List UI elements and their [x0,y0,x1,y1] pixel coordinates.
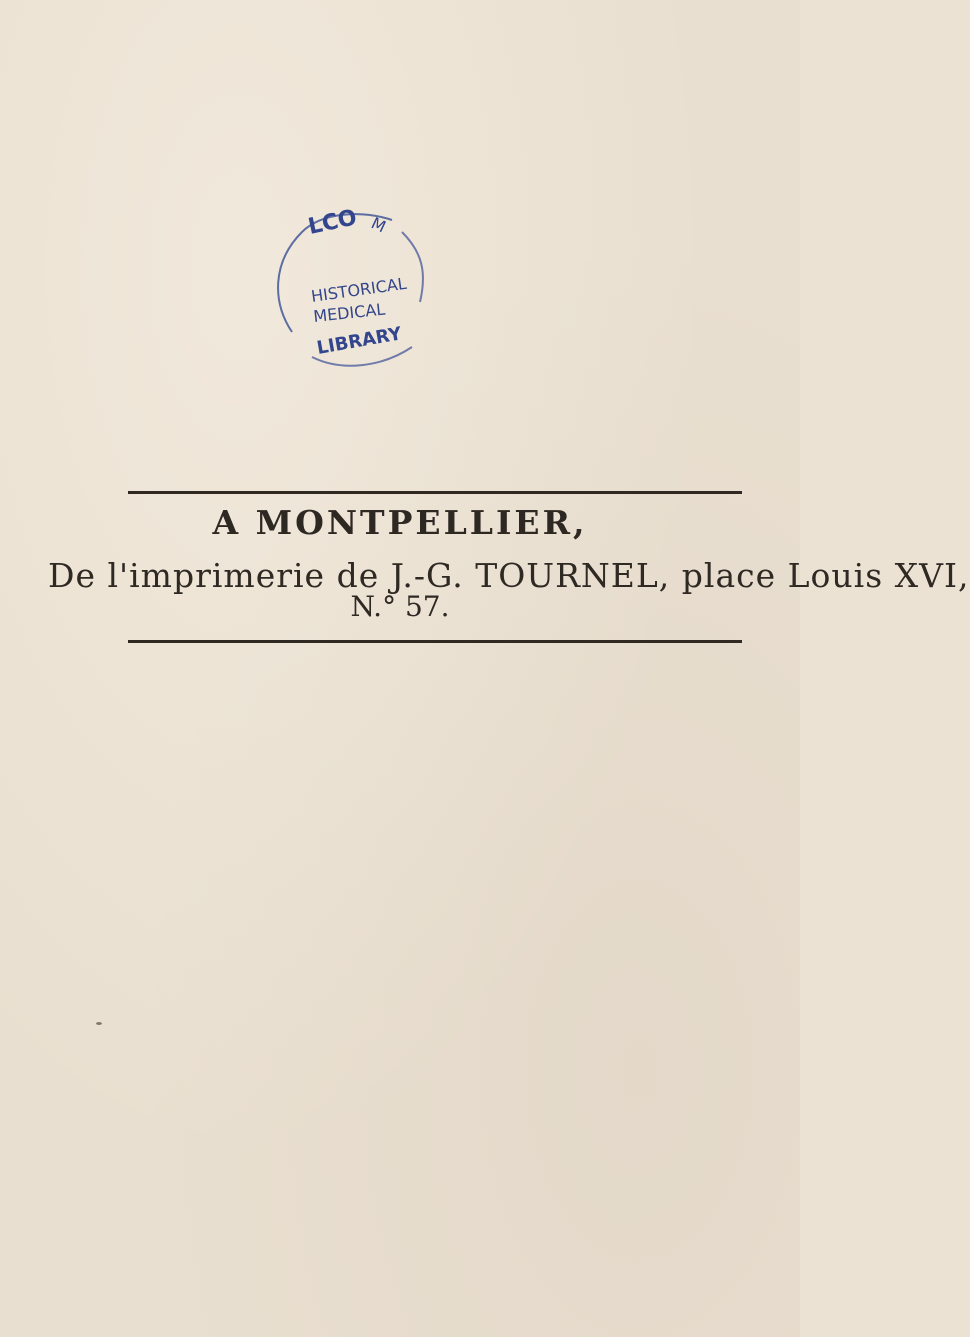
svg-text:M: M [368,213,389,237]
number-line: N.° 57. [350,590,450,623]
svg-text:HISTORICAL: HISTORICAL [309,273,408,306]
library-stamp [252,182,462,382]
imprint-line: De l'imprimerie de J.-G. TOURNEL, place Louis XVI, [48,556,970,595]
paper-speck [96,1022,102,1025]
svg-text:MEDICAL: MEDICAL [312,299,387,326]
bottom-rule [128,640,742,643]
svg-text:LIBRARY: LIBRARY [315,323,404,359]
svg-text:LCO: LCO [306,205,360,240]
top-rule [128,491,742,494]
city-line: A MONTPELLIER, [212,503,588,542]
